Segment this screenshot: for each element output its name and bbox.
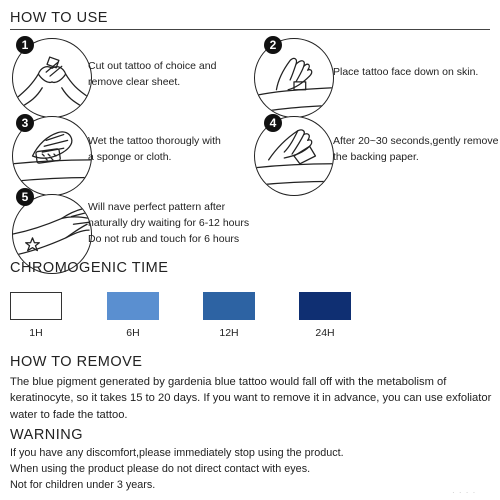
warning-line-1: If you have any discomfort,please immediately stop using the product. (10, 447, 344, 459)
how-to-remove-paragraph (10, 374, 492, 423)
swatch-label-12h: 12H (219, 327, 239, 339)
swatch-label-1h: 1H (29, 327, 43, 339)
swatch-1h (10, 292, 62, 320)
step-5-badge: 5 (16, 188, 34, 206)
step-2-badge: 2 (264, 36, 282, 54)
step-3-badge: 3 (16, 114, 34, 132)
step-1-text: Cut out tattoo of choice and remove clear sheet. (88, 60, 217, 88)
remove-line-3: water to fade the tattoo. (10, 408, 128, 421)
warning-paragraph (10, 445, 492, 493)
step-4-text: After 20~30 seconds,gently remove the backing paper. (333, 135, 499, 163)
remove-line-2: keratinocyte, so it takes 15 to 20 days. If you want to remove it in advance, you can use exfoliator (10, 392, 492, 405)
swatch-6h (107, 292, 159, 320)
swatch-label-24h: 24H (315, 327, 335, 339)
watermark-dots: · · · · (452, 488, 477, 497)
step-3-text: Wet the tattoo thorougly with a sponge or cloth. (88, 135, 221, 163)
remove-line-1: The blue pigment generated by gardenia blue tattoo would fall off with the metabolism of (10, 376, 447, 388)
swatch-12h (203, 292, 255, 320)
step-4-badge: 4 (264, 114, 282, 132)
section-divider (10, 29, 490, 30)
step-2-text: Place tattoo face down on skin. (333, 66, 479, 78)
swatch-24h (299, 292, 351, 320)
warning-heading: WARNING (10, 427, 84, 443)
how-to-remove-heading: HOW TO REMOVE (10, 354, 143, 370)
chromogenic-time-heading: CHROMOGENIC TIME (10, 260, 169, 276)
step-1-badge: 1 (16, 36, 34, 54)
step-5-text: Will nave perfect pattern after naturally dry waiting for 6-12 hours Do not rub and touch for 6 hours (88, 201, 250, 245)
warning-line-3: Not for children under 3 years. (10, 479, 156, 491)
how-to-use-heading: HOW TO USE (10, 10, 108, 26)
swatch-label-6h: 6H (126, 327, 140, 339)
warning-line-2: When using the product please do not direct contact with eyes. (10, 463, 311, 475)
